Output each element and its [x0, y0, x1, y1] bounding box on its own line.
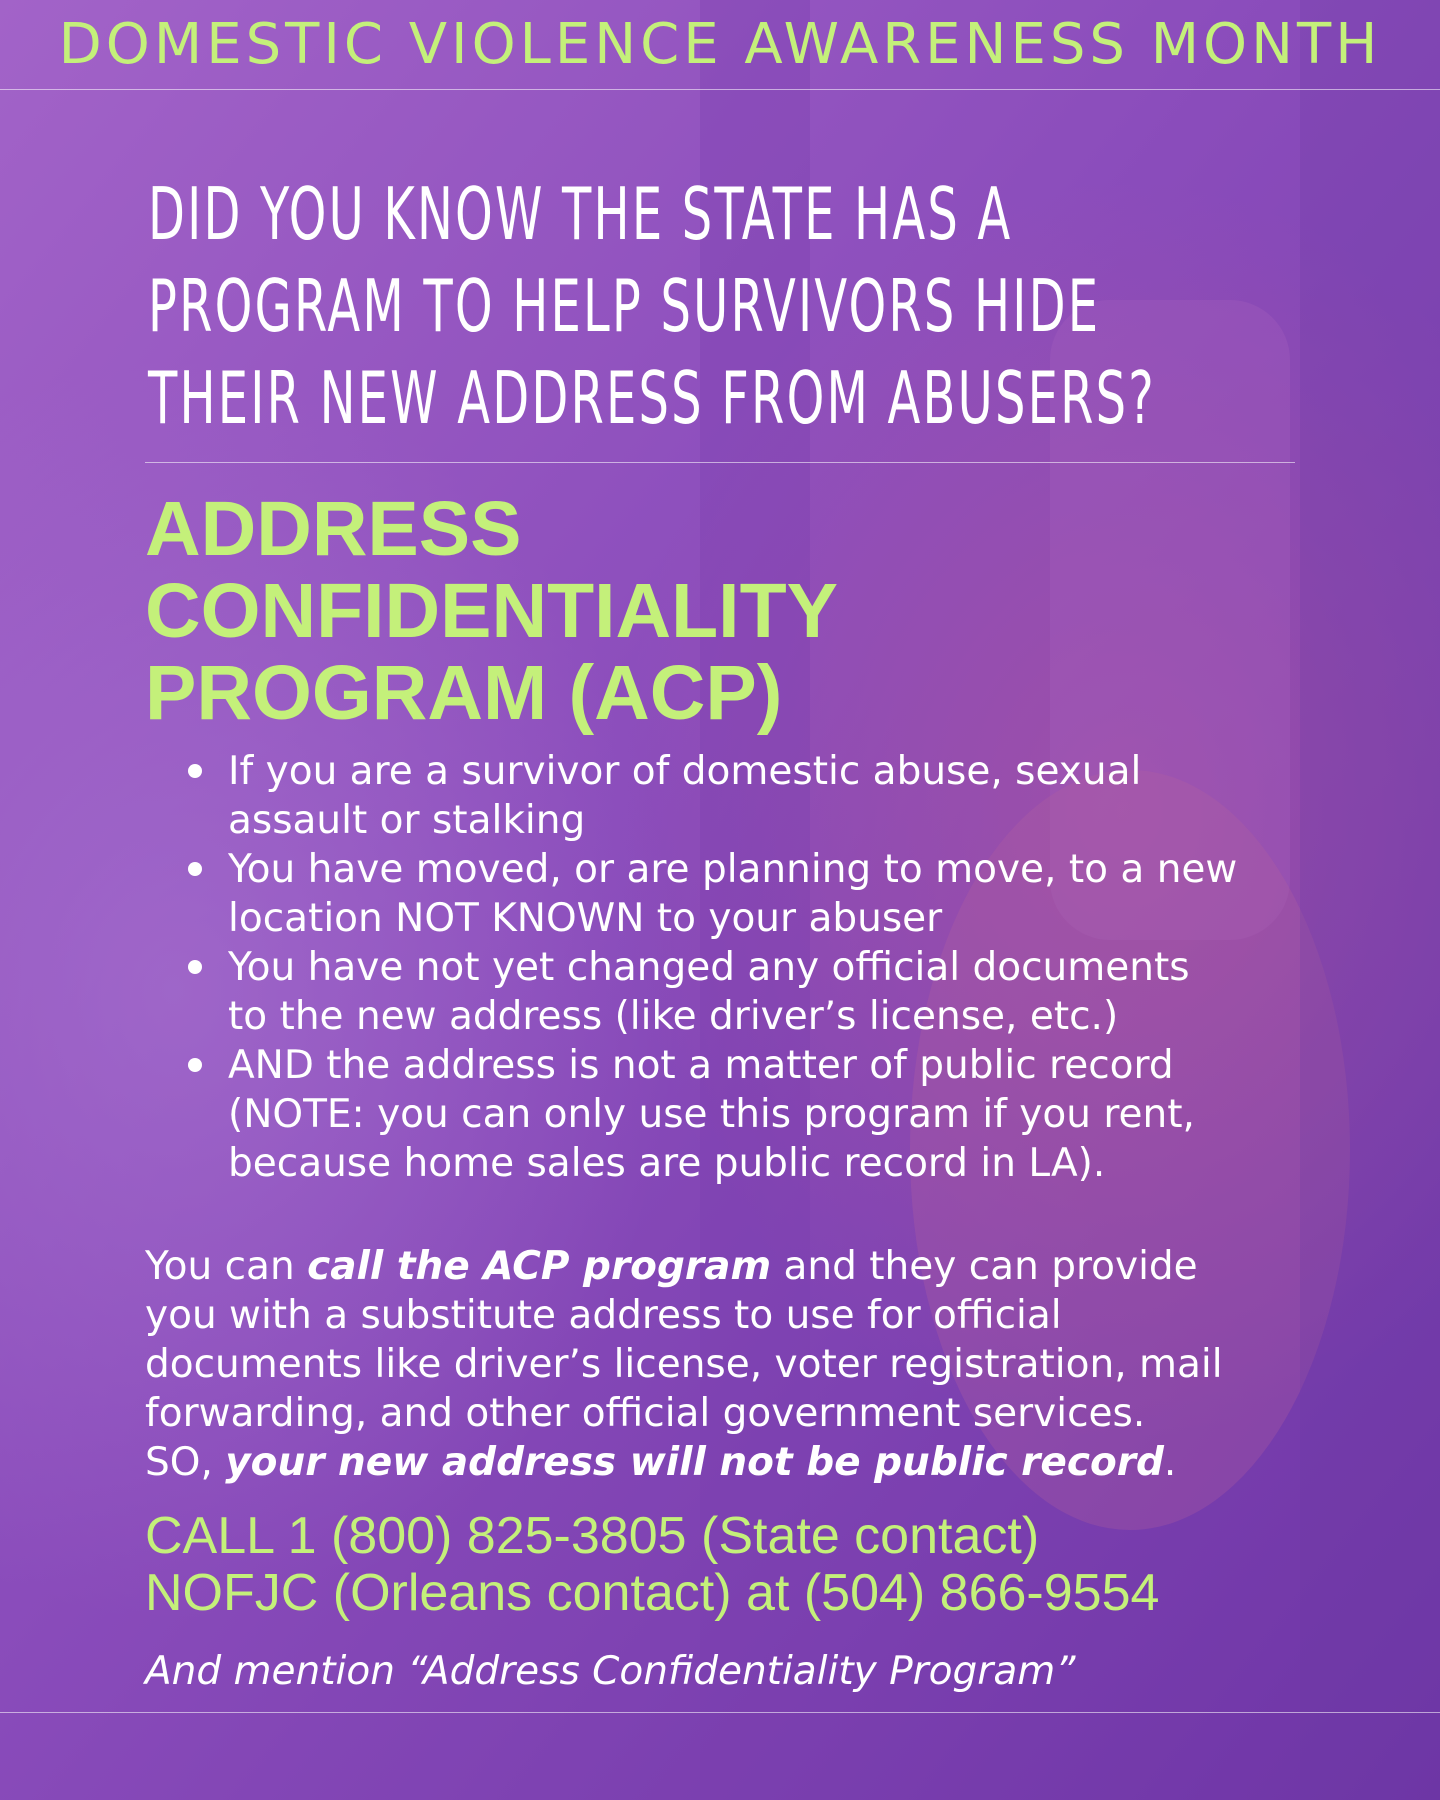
list-item-text: to the new address (like driver’s license, etc.) [228, 994, 1119, 1039]
orleans-contact: NOFJC (Orleans contact) at (504) 866-9554 [145, 1564, 1160, 1622]
text-segment: SO, [145, 1440, 226, 1485]
headline-line: PROGRAM TO HELP SURVIVORS HIDE [148, 264, 1101, 348]
headline-line: DID YOU KNOW THE STATE HAS A [148, 172, 1013, 256]
text-segment: and they can provide [771, 1244, 1198, 1289]
emphasis-text: call the ACP program [307, 1244, 772, 1289]
program-title [145, 488, 1245, 734]
text-segment: You can [145, 1244, 308, 1289]
explanation-line: forwarding, and other official government services. [145, 1391, 1146, 1436]
program-title-line: ADDRESS [145, 486, 522, 572]
program-title-line: CONFIDENTIALITY [145, 568, 838, 654]
list-item-text: AND the address is not a matter of public record [228, 1043, 1174, 1088]
contact-numbers [145, 1508, 1395, 1622]
list-item [182, 943, 1332, 1041]
explanation-line [145, 1242, 1345, 1291]
bullet-icon [188, 960, 202, 974]
program-title-line: PROGRAM (ACP) [145, 650, 783, 736]
headline-question [148, 168, 1317, 444]
bullet-icon [188, 1058, 202, 1072]
explanation-paragraph [145, 1242, 1345, 1487]
explanation-line: you with a substitute address to use for official [145, 1293, 1062, 1338]
list-item-text: assault or stalking [228, 798, 586, 843]
list-item-text: because home sales are public record in LA). [228, 1141, 1106, 1186]
list-item-text: location NOT KNOWN to your abuser [228, 896, 943, 941]
bullet-icon [188, 764, 202, 778]
list-item [182, 1041, 1332, 1188]
list-item [182, 747, 1332, 845]
bullet-icon [188, 862, 202, 876]
headline-line: THEIR NEW ADDRESS FROM ABUSERS? [148, 356, 1156, 440]
explanation-line [145, 1438, 1345, 1487]
list-item [182, 845, 1332, 943]
emphasis-text: your new address will not be public record [225, 1440, 1164, 1485]
state-contact: CALL 1 (800) 825-3805 (State contact) [145, 1507, 1040, 1565]
list-item-text: You have moved, or are planning to move, to a new [228, 847, 1238, 892]
text-segment: . [1163, 1440, 1177, 1485]
mention-note: And mention “Address Confidentiality Program” [145, 1649, 1076, 1694]
eligibility-list [182, 747, 1332, 1188]
explanation-line: documents like driver’s license, voter registration, mail [145, 1342, 1223, 1387]
list-item-text: You have not yet changed any official documents [228, 945, 1190, 990]
list-item-text: If you are a survivor of domestic abuse, sexual [228, 749, 1142, 794]
headline-divider [145, 462, 1295, 463]
top-divider [0, 89, 1440, 90]
list-item-text: (NOTE: you can only use this program if you rent, [228, 1092, 1195, 1137]
awareness-month-banner: DOMESTIC VIOLENCE AWARENESS MONTH [58, 12, 1382, 77]
bottom-divider [0, 1712, 1440, 1713]
